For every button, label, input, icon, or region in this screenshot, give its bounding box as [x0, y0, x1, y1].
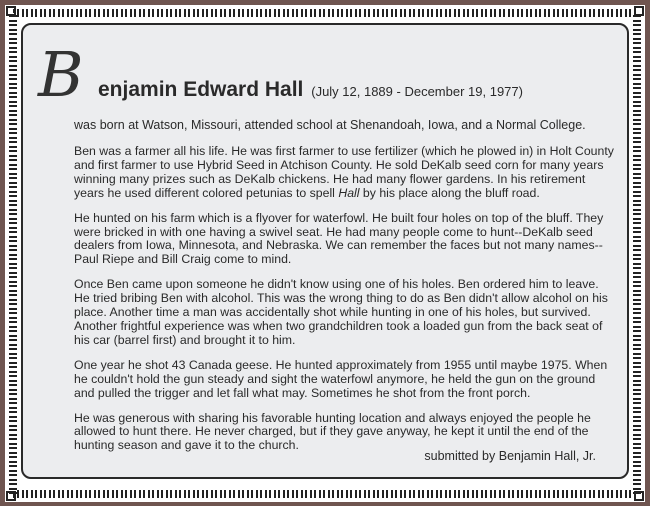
life-dates: (July 12, 1889 - December 19, 1977) [311, 84, 523, 99]
frame-border-left [9, 13, 17, 494]
frame-border-right [633, 13, 641, 494]
paragraph: Once Ben came upon someone he didn't know using one of his holes. Ben ordered him to leave. He tried bribing Ben with alcohol. This was the wrong thing to do as Ben didn't allow alcohol on his place. Another time a man was accidentally shot while hunting in one of his holes, but survived. Another frightful experience was when two grandchildren took a loaded gun from the back seat of his car (barrel first) and brought it to him. [74, 277, 608, 347]
paragraph: One year he shot 43 Canada geese. He hunted approximately from 1955 until maybe 1975. When he couldn't hold the gun steady and sight the waterfowl anymore, he held the gun on the ground and pulled the trigger and let fall what may. Sometimes he shot from the front porch. [74, 357, 608, 400]
frame-corner [6, 6, 16, 16]
drop-cap-letter: B [38, 38, 80, 111]
biography-body [74, 145, 614, 464]
page-title [38, 40, 618, 110]
paragraph-text: Ben was a farmer all his life. He was first farmer to use fertilizer (which he plowed in) in Holt County and first farmer to use Hybrid Seed in Atchison County. He sold DeKalb seed corn for many years winning many prizes such as DeKalb chickens. He had many flower gardens. In his retirement years he used different colored petunias to spell [74, 144, 614, 200]
signoff: submitted by Benjamin Hall, Jr. [424, 449, 596, 463]
paragraph-text: by his place along the bluff road. [359, 185, 540, 200]
paragraph: He hunted on his farm which is a flyover for waterfowl. He built four holes on top of the bluff. They were bricked in with one having a swivel seat. He had many people come to hunt--DeKalb seed dealers from Iowa, Minnesota, and Nebraska. We can remember the faces but not many names--Paul Riepe and Bill Craig come to mind. [74, 210, 604, 267]
paragraph [74, 145, 614, 201]
frame-border-top [13, 9, 637, 17]
frame-corner [6, 491, 16, 501]
paragraph: He was generous with sharing his favorable hunting location and always enjoyed the people he allowed to hunt there. He never charged, but if they gave anyway, he kept it until the end of the hunting season and gave it to the church. [74, 410, 591, 453]
frame-corner [634, 6, 644, 16]
person-name [98, 78, 523, 102]
person-name-text: enjamin Edward Hall [98, 78, 304, 101]
frame-border-bottom [13, 490, 637, 498]
intro-line: was born at Watson, Missouri, attended school at Shenandoah, Iowa, and a Normal College. [74, 118, 586, 132]
frame-corner [634, 491, 644, 501]
italic-word: Hall [338, 185, 360, 200]
